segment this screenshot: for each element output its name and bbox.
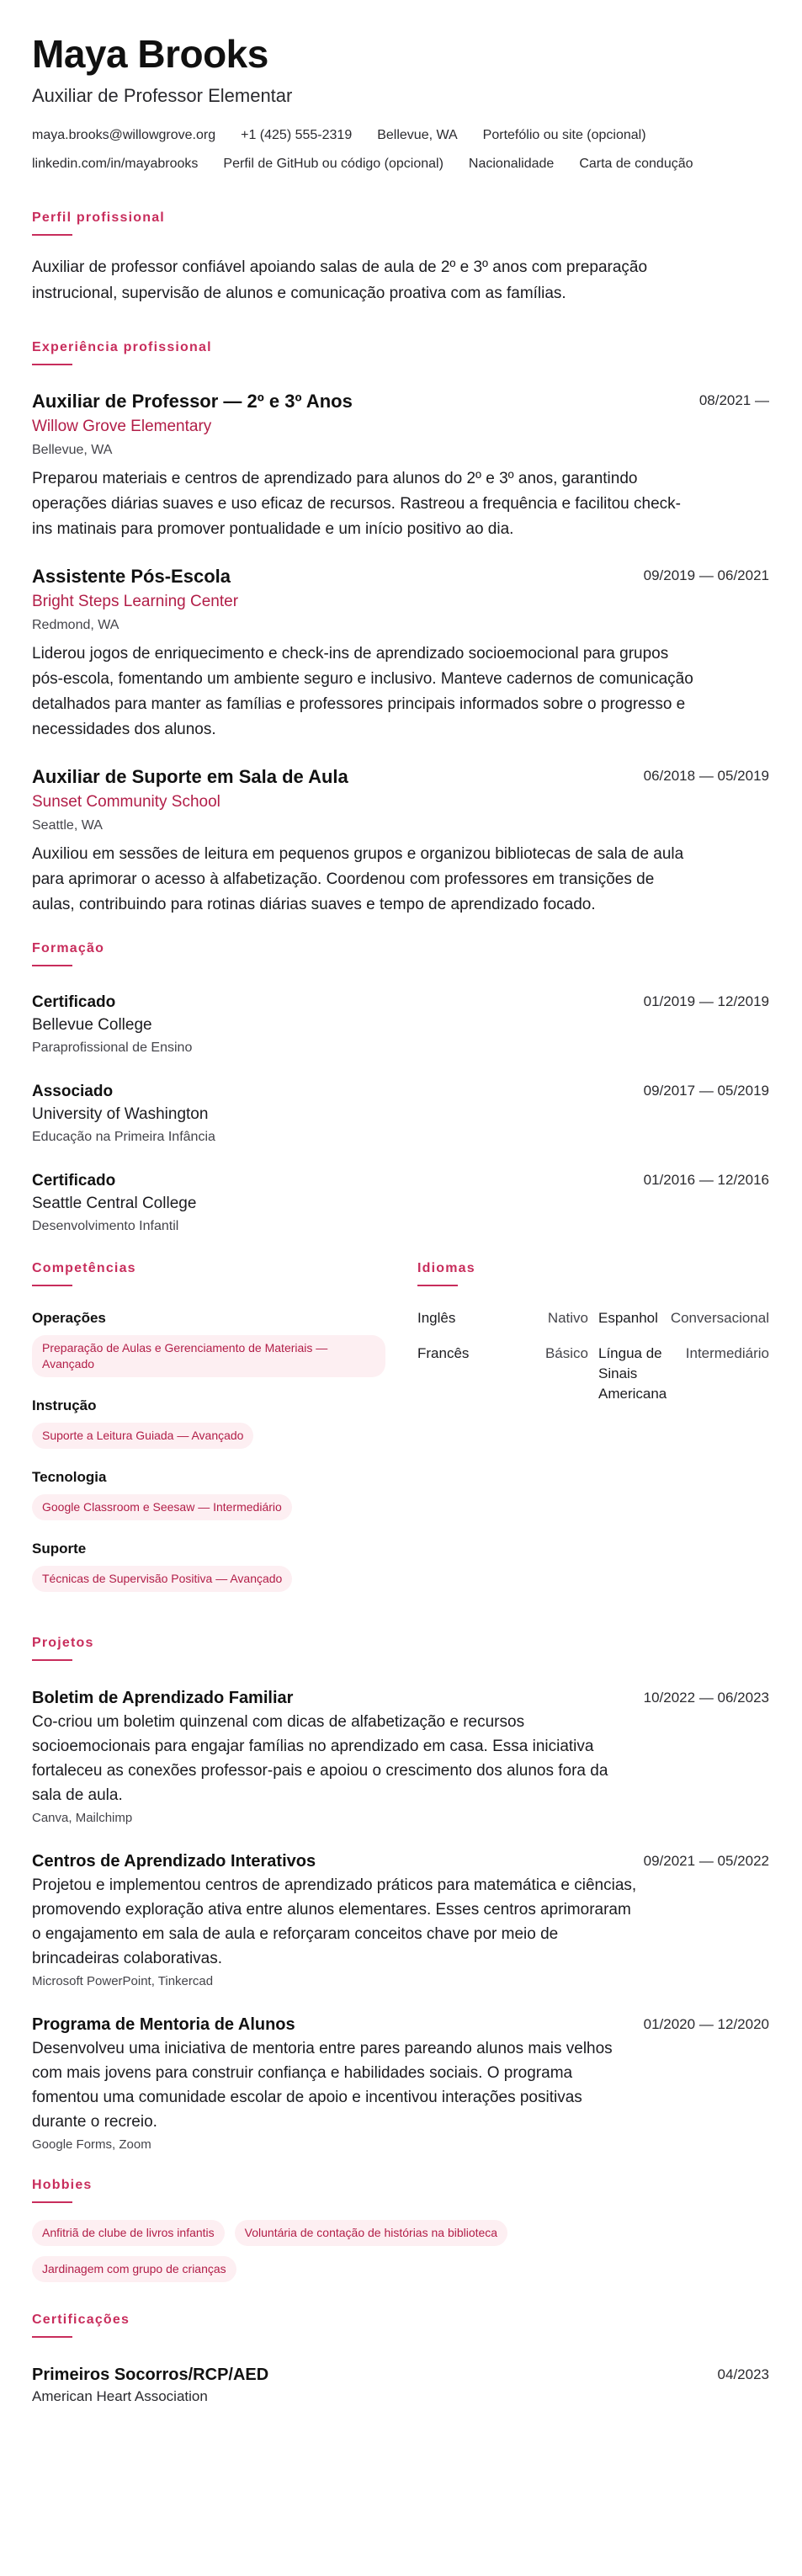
section-experience [32, 338, 769, 918]
section-skills [32, 1259, 385, 1610]
certification-name: Primeiros Socorros/RCP/AED [32, 2366, 269, 2384]
certification-issuer: American Heart Association [32, 2388, 208, 2404]
project-date: 09/2021 — 05/2022 [643, 1853, 769, 1869]
education-entry [32, 1081, 769, 1147]
skill-pill: Suporte a Leitura Guiada — Avançado [32, 1423, 253, 1449]
skill-category: Suporte [32, 1541, 87, 1557]
language-item [598, 1308, 769, 1328]
job-role: Auxiliar de Professor — 2º e 3º Anos [32, 391, 353, 412]
language-level: Nativo [547, 1310, 588, 1326]
school: University of Washington [32, 1105, 209, 1123]
job-role: Auxiliar de Suporte em Sala de Aula [32, 766, 348, 787]
skill-category: Tecnologia [32, 1469, 107, 1485]
language-item [417, 1308, 588, 1328]
project-description: Co-criou um boletim quinzenal com dicas de alfabetização e recursos socioemocionais para engajar famílias no aprendizado em casa. Essa iniciativa fortaleceu as conexões professor-pais e apoiou o crescimento dos alunos fora da sala de aula. [32, 1713, 608, 1804]
skills-languages-row [32, 1259, 769, 1610]
candidate-title: Auxiliar de Professor Elementar [32, 85, 293, 106]
skill-category: Instrução [32, 1397, 97, 1413]
education-entry [32, 992, 769, 1057]
skill-category: Operações [32, 1310, 106, 1326]
contact-email[interactable]: maya.brooks@willowgrove.org [32, 128, 216, 142]
section-hobbies [32, 2176, 769, 2282]
hobby-pill: Voluntária de contação de histórias na biblioteca [235, 2220, 507, 2246]
project-entry [32, 2013, 769, 2154]
contact-driving-license: Carta de condução [579, 157, 693, 171]
skill-pill: Google Classroom e Seesaw — Intermediário [32, 1494, 292, 1520]
degree: Associado [32, 1083, 114, 1100]
contact-linkedin[interactable]: linkedin.com/in/mayabrooks [32, 157, 199, 171]
certification-date: 04/2023 [717, 2366, 769, 2382]
school: Seattle Central College [32, 1195, 197, 1212]
job-role: Assistente Pós-Escola [32, 566, 231, 587]
experience-entry [32, 564, 769, 742]
project-entry [32, 1686, 769, 1828]
language-level: Básico [544, 1345, 588, 1361]
project-description: Projetou e implementou centros de aprendizado práticos para matemática e ciências, promovendo exploração ativa entre alunos elementares. Esses centros aprimoraram o engajamento em sala de aula e reforçaram conceitos chave por meio de brincadeiras colaborativas. [32, 1876, 637, 1967]
field-of-study: Desenvolvimento Infantil [32, 1219, 179, 1233]
section-certifications [32, 2311, 769, 2407]
job-description: Auxiliou em sessões de leitura em pequenos grupos e organizou bibliotecas de sala de aula para aprimorar o acesso à alfabetização. Coordenou com professores em transições de aulas, contribuindo para rotinas diárias suaves e tempo de aprendizado focado. [32, 845, 684, 913]
job-location: Redmond, WA [32, 618, 120, 632]
project-tools: Google Forms, Zoom [32, 2137, 151, 2152]
section-heading: Experiência profissional [32, 340, 212, 354]
language-level: Intermediário [685, 1345, 769, 1361]
project-tools: Canva, Mailchimp [32, 1811, 133, 1825]
contact-portfolio[interactable]: Portefólio ou site (opcional) [482, 128, 646, 142]
section-heading: Idiomas [417, 1261, 475, 1275]
job-organization: Bright Steps Learning Center [32, 593, 239, 610]
candidate-name: Maya Brooks [32, 32, 268, 76]
contact-location: Bellevue, WA [377, 128, 458, 142]
language-name: Espanhol [598, 1310, 658, 1326]
profile-summary: Auxiliar de professor confiável apoiando salas de aula de 2º e 3º anos com preparação instrucional, supervisão de alunos e comunicação proativa com as famílias. [32, 258, 648, 302]
project-tools: Microsoft PowerPoint, Tinkercad [32, 1974, 214, 1988]
project-entry [32, 1850, 769, 1991]
job-location: Bellevue, WA [32, 443, 113, 457]
project-date: 01/2020 — 12/2020 [643, 2016, 769, 2032]
contact-nationality: Nacionalidade [468, 157, 555, 171]
resume-header [32, 32, 769, 173]
job-date: 06/2018 — 05/2019 [643, 768, 769, 784]
skill-group [32, 1308, 385, 1377]
job-date: 08/2021 — [698, 392, 769, 408]
education-date: 01/2019 — 12/2019 [643, 993, 769, 1009]
section-languages [417, 1259, 769, 1610]
section-divider [417, 1285, 458, 1286]
section-divider [32, 2201, 72, 2203]
project-date: 10/2022 — 06/2023 [643, 1690, 769, 1706]
language-item [598, 1344, 769, 1404]
section-divider [32, 965, 72, 966]
skill-group [32, 1467, 385, 1520]
job-date: 09/2019 — 06/2021 [643, 567, 769, 583]
section-divider [32, 2336, 72, 2338]
job-organization: Sunset Community School [32, 793, 220, 811]
project-name: Programa de Mentoria de Alunos [32, 2015, 295, 2034]
contact-github[interactable]: Perfil de GitHub ou código (opcional) [223, 157, 443, 171]
language-item [417, 1344, 588, 1404]
contact-phone[interactable]: +1 (425) 555-2319 [241, 128, 353, 142]
experience-entry [32, 764, 769, 918]
section-profile [32, 209, 769, 306]
field-of-study: Educação na Primeira Infância [32, 1130, 215, 1144]
language-name: Inglês [417, 1310, 456, 1326]
section-heading: Hobbies [32, 2178, 93, 2192]
section-heading: Certificações [32, 2313, 130, 2327]
section-divider [32, 1659, 72, 1661]
section-divider [32, 364, 72, 365]
section-projects [32, 1634, 769, 2154]
job-organization: Willow Grove Elementary [32, 418, 212, 435]
section-education [32, 939, 769, 1236]
hobby-pill: Jardinagem com grupo de crianças [32, 2256, 236, 2282]
education-date: 01/2016 — 12/2016 [643, 1172, 769, 1188]
degree: Certificado [32, 993, 116, 1011]
experience-entry [32, 389, 769, 542]
section-divider [32, 234, 72, 236]
section-divider [32, 1285, 72, 1286]
job-location: Seattle, WA [32, 818, 103, 833]
education-date: 09/2017 — 05/2019 [643, 1083, 769, 1099]
education-entry [32, 1170, 769, 1236]
project-name: Centros de Aprendizado Interativos [32, 1852, 316, 1871]
section-heading: Projetos [32, 1636, 94, 1650]
section-heading: Formação [32, 941, 105, 955]
skill-pill: Técnicas de Supervisão Positiva — Avançado [32, 1566, 292, 1592]
job-description: Liderou jogos de enriquecimento e check-ins de aprendizado socioemocional para grupos pós-escola, fomentando um ambiente seguro e inclusivo. Manteve cadernos de comunicação detalhados para manter as famílias e professores principais informados sobre o progresso e necessidades dos alunos. [32, 645, 693, 738]
certification-entry [32, 2363, 769, 2407]
section-heading: Competências [32, 1261, 136, 1275]
language-name: Língua de Sinais Americana [598, 1345, 667, 1402]
language-level: Conversacional [670, 1310, 769, 1326]
field-of-study: Paraprofissional de Ensino [32, 1041, 193, 1055]
job-description: Preparou materiais e centros de aprendizado para alunos do 2º e 3º anos, garantindo operações diárias suaves e uso eficaz de recursos. Rastreou a frequência e facilitou check-ins matinais para promover pontualidade e um início positivo ao dia. [32, 470, 681, 538]
skill-pill: Preparação de Aulas e Gerenciamento de Materiais — Avançado [32, 1335, 385, 1377]
skill-group [32, 1539, 385, 1592]
skill-group [32, 1396, 385, 1449]
section-heading: Perfil profissional [32, 210, 165, 225]
hobby-pill: Anfitriã de clube de livros infantis [32, 2220, 225, 2246]
degree: Certificado [32, 1172, 116, 1190]
language-name: Francês [417, 1345, 470, 1361]
contact-list [32, 126, 773, 173]
project-description: Desenvolveu uma iniciativa de mentoria entre pares pareando alunos mais velhos com mais jovens para construir confiança e habilidades sociais. O programa fomentou uma comunidade escolar de apoio e incentivou interações positivas durante o recreio. [32, 2040, 613, 2131]
project-name: Boletim de Aprendizado Familiar [32, 1689, 294, 1707]
school: Bellevue College [32, 1016, 152, 1034]
